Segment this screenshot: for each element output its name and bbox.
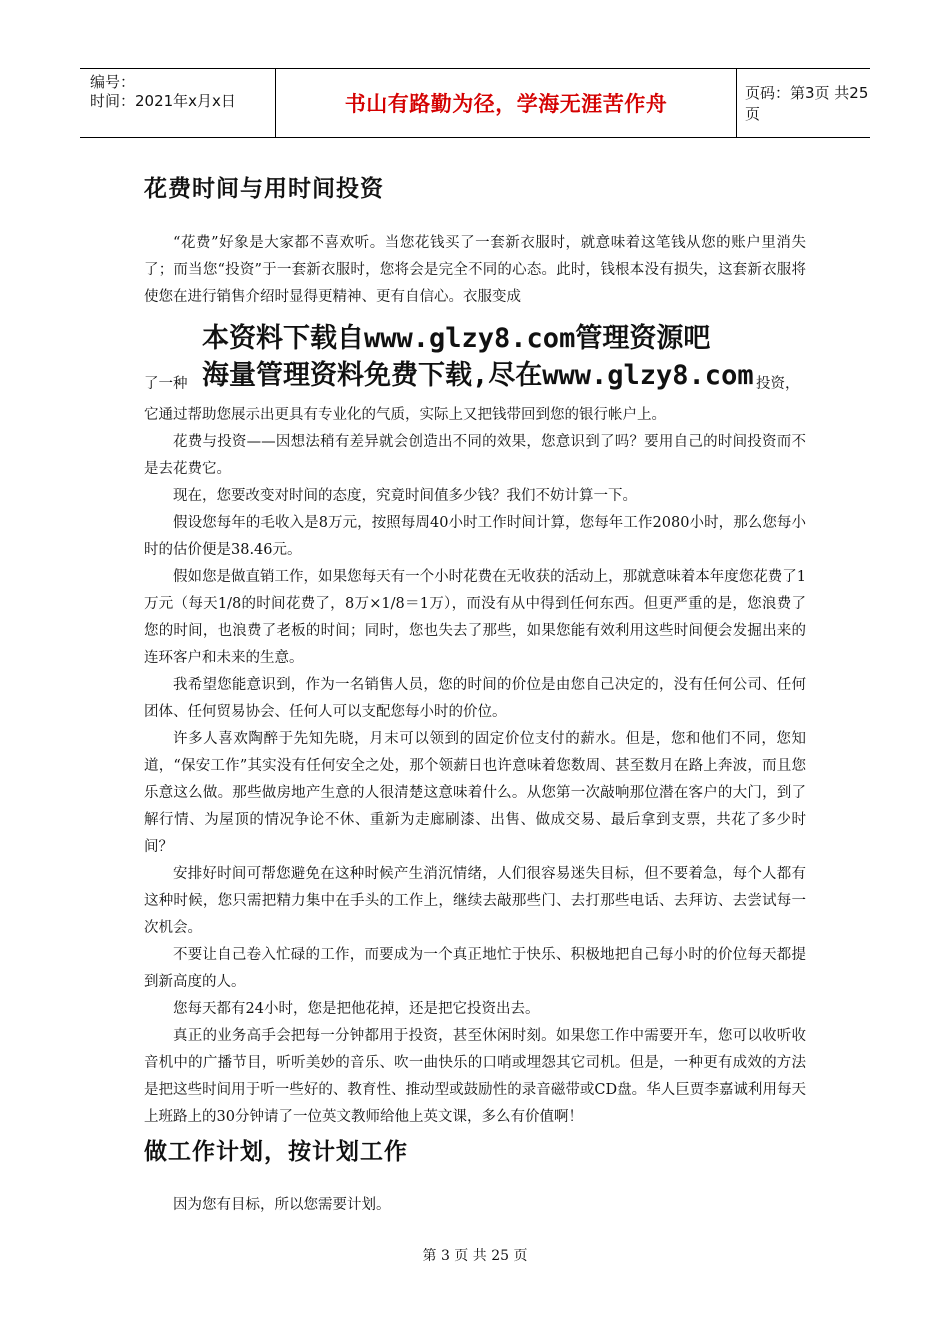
section2-body xyxy=(144,1192,806,1219)
paragraph: 它通过帮助您展示出更具有专业化的气质，实际上又把钱带回到您的银行帐户上。 xyxy=(144,407,666,423)
paragraph: 因为您有目标，所以您需要计划。 xyxy=(173,1197,391,1213)
page-info: 页码：第3页 共25页 xyxy=(745,84,869,123)
paragraph: 真正的业务高手会把每一分钟都用于投资，甚至休闲时刻。如果您工作中需要开车，您可以收听收音机中的广播节目，听听美妙的音乐、吹一曲快乐的口哨或埋怨其它司机。但是，一种更有成效的方法是把这些时间用于听一些好的、教育性、推动型或鼓励性的录音磁带或CD盘。华人巨贾李嘉诚利用每天上班路上的30分钟请了一位英文教师给他上英文课，多么有价值啊！ xyxy=(144,1028,806,1125)
section1-body xyxy=(144,402,806,1131)
paragraph: 许多人喜欢陶醉于先知先晓，月末可以领到的固定价位支付的薪水。但是，您和他们不同，您知道，“保安工作”其实没有任何安全之处，那个领薪日也许意味着您数周、甚至数月在路上奔波，而且您乐意这么做。那些做房地产生意的人很清楚这意味着什么。从您第一次敲响那位潜在客户的大门，到了解行情、为屋顶的情况争论不休、重新为走廊刷漆、出售、做成交易、最后拿到支票，共花了多少时间？ xyxy=(144,731,806,855)
number-label: 编号： xyxy=(90,73,136,91)
page-footer: 第 3 页 共 25 页 xyxy=(422,1248,528,1264)
section1-intro xyxy=(144,230,806,311)
header-slogan xyxy=(276,69,737,137)
paragraph: 我希望您能意识到，作为一名销售人员，您的时间的价位是由您自己决定的，没有任何公司、任何团体、任何贸易协会、任何人可以支配您每小时的价位。 xyxy=(144,677,806,720)
header-meta xyxy=(80,69,276,137)
paragraph: “花费”好象是大家都不喜欢听。当您花钱买了一套新衣服时，就意味着这笔钱从您的账户里消失了；而当您“投资”于一套新衣服时，您将会是完全不同的心态。此时，钱根本没有损失，这套新衣服将使您在进行销售介绍时显得更精神、更有自信心。衣服变成 xyxy=(144,235,806,305)
watermark-line2: 海量管理资料免费下载,尽在www.glzy8.com xyxy=(202,360,754,391)
time-label: 时间：2021年x月x日 xyxy=(90,92,236,110)
paragraph: 安排好时间可帮您避免在这种时候产生消沉情绪，人们很容易迷失目标，但不要着急，每个人都有这种时候，您只需把精力集中在手头的工作上，继续去敲那些门、去打那些电话、去拜访、去尝试每一次机会。 xyxy=(144,866,806,936)
paragraph: 假设您每年的毛收入是8万元，按照每周40小时工作时间计算，您每年工作2080小时，那么您每小时的估价便是38.46元。 xyxy=(144,515,806,558)
paragraph-cont-left: 了一种 xyxy=(144,376,188,392)
paragraph-cont-right: 投资， xyxy=(756,376,800,392)
paragraph: 您每天都有24小时，您是把他花掉，还是把它投资出去。 xyxy=(173,1001,540,1017)
section2-title: 做工作计划，按计划工作 xyxy=(144,1139,408,1165)
slogan-text: 书山有路勤为径，学海无涯苦作舟 xyxy=(344,92,668,116)
watermark-line1: 本资料下载自www.glzy8.com管理资源吧 xyxy=(202,323,711,354)
paragraph: 现在，您要改变对时间的态度，究竟时间值多少钱？我们不妨计算一下。 xyxy=(173,488,637,504)
page-header xyxy=(80,68,870,138)
paragraph: 花费与投资——因想法稍有差异就会创造出不同的效果，您意识到了吗？要用自己的时间投资而不是去花费它。 xyxy=(144,434,806,477)
paragraph: 假如您是做直销工作，如果您每天有一个小时花费在无收获的活动上，那就意味着本年度您花费了1万元（每天1/8的时间花费了，8万×1/8＝1万），而没有从中得到任何东西。但更严重的是，您浪费了您的时间，也浪费了老板的时间；同时，您也失去了那些，如果您能有效利用这些时间便会发掘出来的连环客户和未来的生意。 xyxy=(144,569,806,666)
paragraph: 不要让自己卷入忙碌的工作，而要成为一个真正地忙于快乐、积极地把自己每小时的价位每天都提到新高度的人。 xyxy=(144,947,806,990)
section1-title: 花费时间与用时间投资 xyxy=(144,176,384,202)
